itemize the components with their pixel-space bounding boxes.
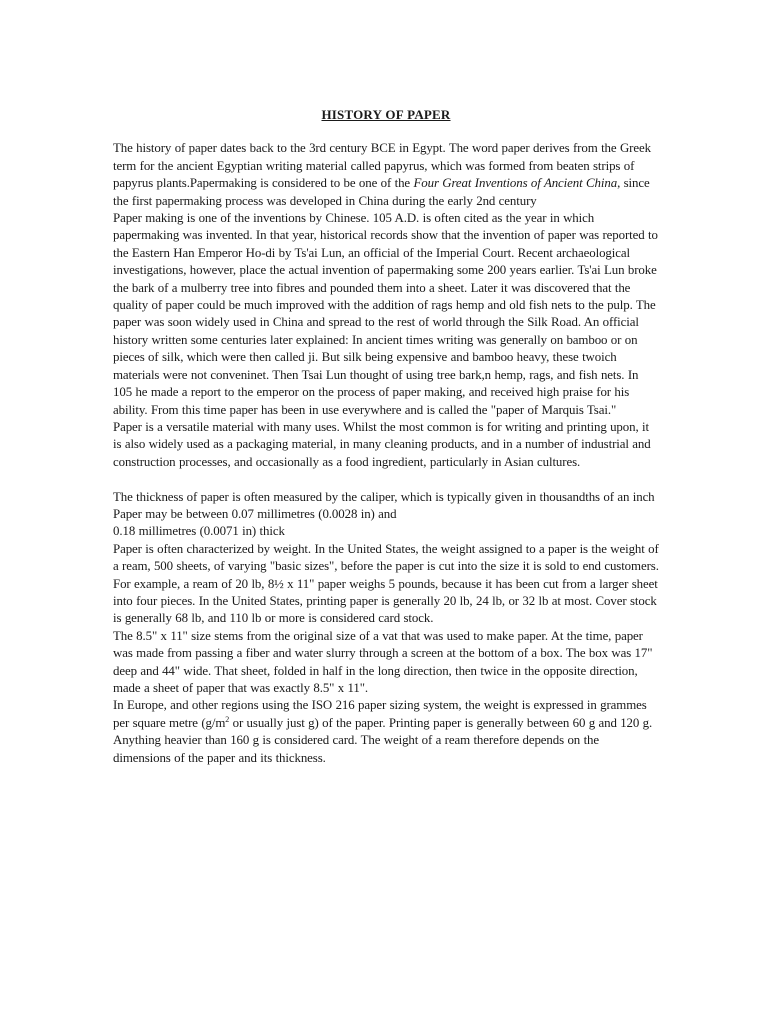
paragraph-weight-us: Paper is often characterized by weight. In the United States, the weight assigned to a paper is the weight of a ream, 500 sheets, of varying "basic sizes", before the paper is cut into the size it is sold to end customers. For example, a ream of 20 lb, 8½ x 11" paper weighs 5 pounds, because it has been cut from a larger sheet into four pieces. In the United States, printing paper is generally 20 lb, 24 lb, or 32 lb at most. Cover stock is generally 68 lb, and 110 lb or more is considered card stock.	[113, 541, 659, 626]
paragraph-uses: Paper is a versatile material with many uses. Whilst the most common is for writing and printing upon, it is also widely used as a packaging material, in many cleaning products, and in a number of industrial and construction processes, and occasionally as a food ingredient, particularly in Asian cultures.	[113, 419, 651, 469]
italic-phrase: Four Great Inventions of Ancient China	[413, 176, 618, 191]
document-title: HISTORY OF PAPER	[321, 107, 451, 122]
paragraph-spacer	[113, 471, 659, 488]
paragraph-china-invention: Paper making is one of the inventions by Chinese. 105 A.D. is often cited as the year in which papermaking was invented. In that year, historical records show that the invention of paper was reported to the Eastern Han Emperor Ho-di by Ts'ai Lun, an official of the Imperial Court. Recent archaeological investigations, however, place the actual invention of papermaking some 200 years earlier. Ts'ai Lun broke the bark of a mulberry tree into fibres and pounded them into a sheet. Later it was discovered that the quality of paper could be much improved with the addition of rags hemp and old fish nets to the pulp. The paper was soon widely used in China and spread to the rest of world through the Silk Road. An official history written some centuries later explained: In ancient times writing was generally on bamboo or on pieces of silk, which were then called ji. But silk being expensive and bamboo heavy, these twoich materials were not conveninet. Then Tsai Lun thought of using tree bark,n hemp, rags, and fish nets. In 105 he made a report to the emperor on the process of paper making, and received high praise for his ability. From this time paper has been in use everywhere and is called the "paper of Marquis Tsai."	[113, 211, 658, 417]
superscript-two: 2	[225, 714, 230, 724]
paragraph-origins: The history of paper dates back to the 3rd century BCE in Egypt. The word paper derives from the Greek term for the ancient Egyptian writing material called papyrus, which was formed from beaten strips of papyrus plants.Papermaking is considered to be one of the Four Great Inventions of Ancient China, since the first papermaking process was developed in China during the early 2nd century	[113, 141, 651, 208]
paragraph-thickness: The thickness of paper is often measured by the caliper, which is typically given in thousandths of an inch Paper may be between 0.07 millimetres (0.0028 in) and 0.18 millimetres (0.0071 in) thick	[113, 489, 655, 539]
document-page	[113, 106, 659, 767]
paragraph-iso-216: In Europe, and other regions using the ISO 216 paper sizing system, the weight is expressed in grammes per square metre ($g/m^2$ or usually just g) of the paper. Printing paper is generally between 60 g and 120 g. Anything heavier than 160 g is considered card. The weight of a ream therefore depends on the dimensions of the paper and its thickness.	[113, 698, 653, 765]
paragraph-letter-size: The 8.5" x 11" size stems from the original size of a vat that was used to make paper. At the time, paper was made from passing a fiber and water slurry through a screen at the bottom of a box. The box was 17" deep and 44" wide. That sheet, folded in half in the long direction, then twice in the opposite direction, made a sheet of paper that was exactly 8.5" x 11".	[113, 628, 653, 695]
